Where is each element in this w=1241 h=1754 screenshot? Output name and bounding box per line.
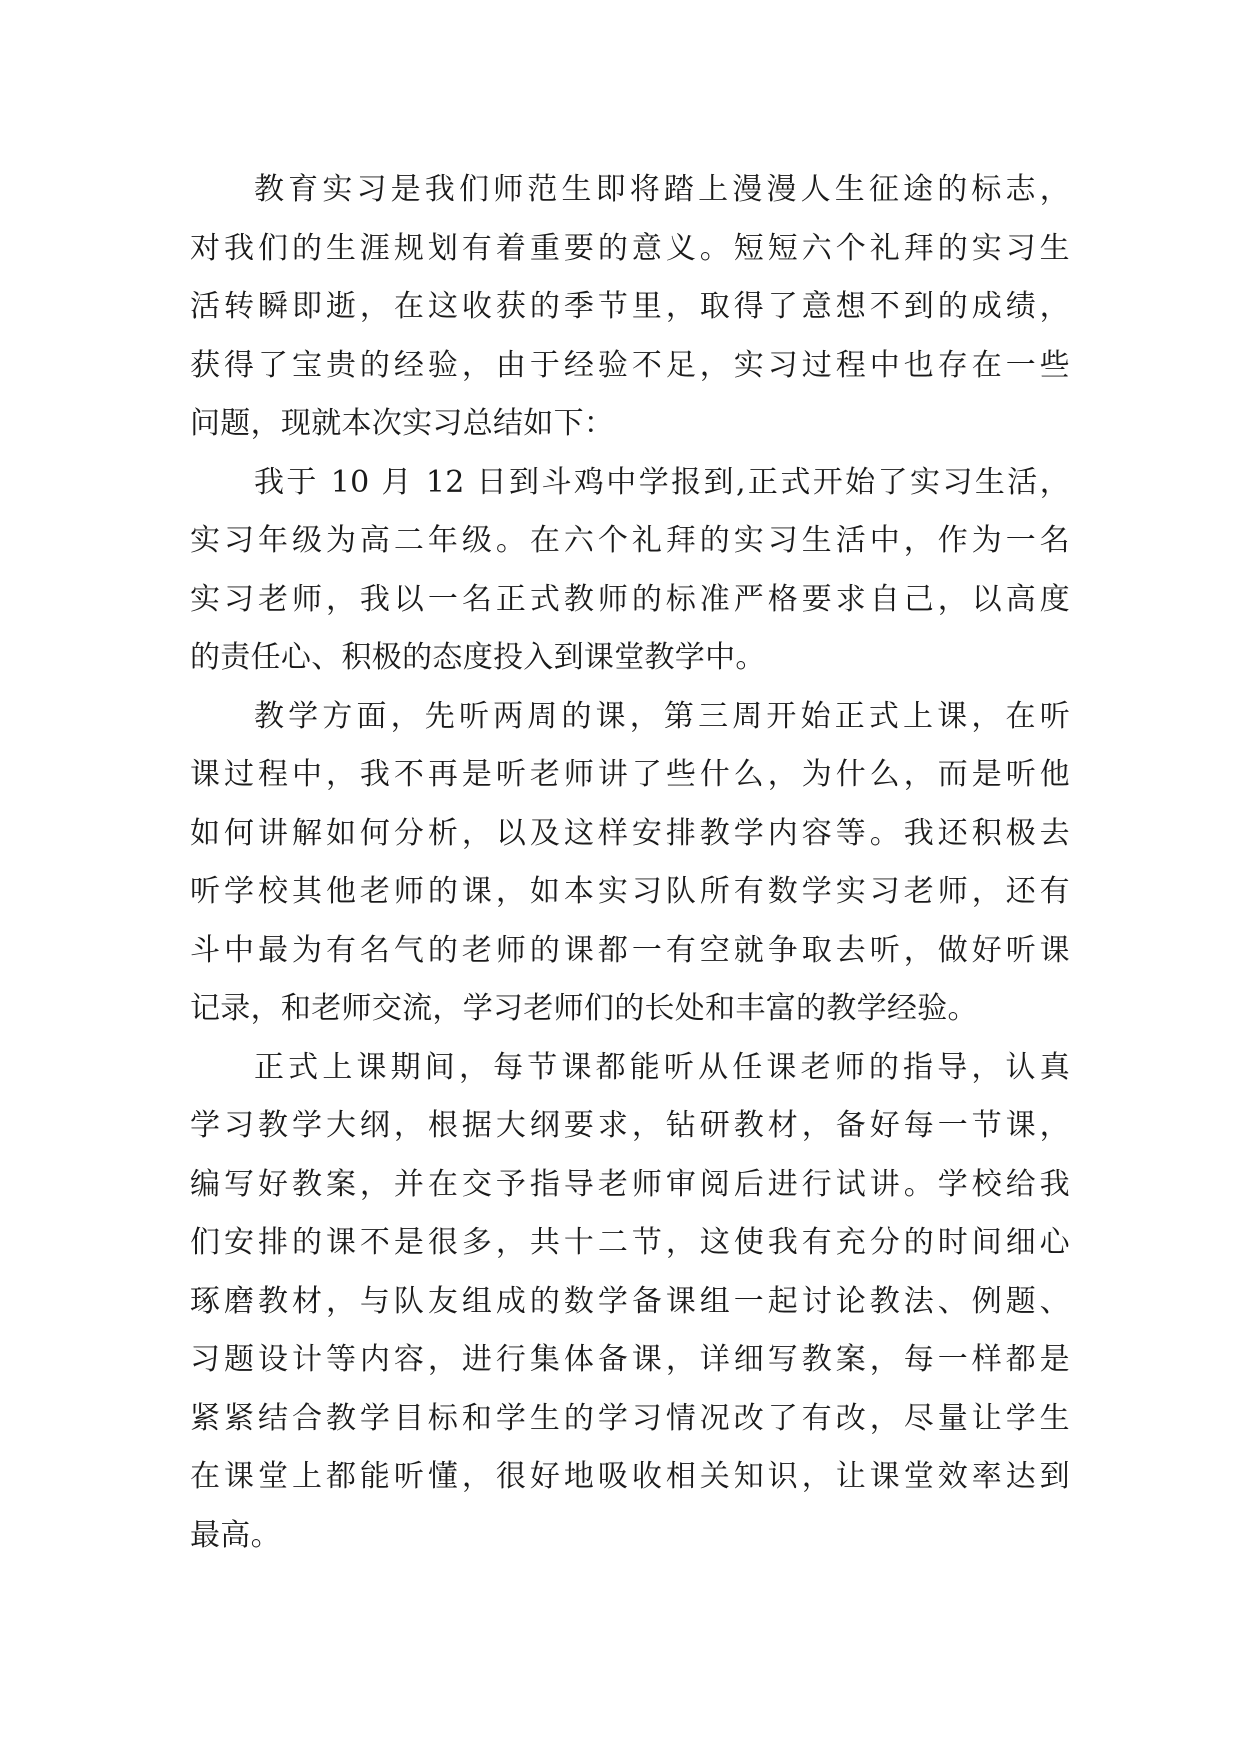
document-body: [190, 161, 1070, 1565]
text-line: 实习年级为高二年级。在六个礼拜的实习生活中，作为一名: [190, 523, 1070, 558]
text-line: 编写好教案，并在交予指导老师审阅后进行试讲。学校给我: [190, 1166, 1070, 1202]
paragraph-4: [190, 1039, 1070, 1566]
text-line: 在课堂上都能听懂，很好地吸收相关知识，让课堂效率达到: [190, 1459, 1070, 1494]
text-line: 的责任心、积极的态度投入到课堂教学中。: [190, 640, 766, 675]
text-line: 课过程中，我不再是听老师讲了些什么，为什么，而是听他: [190, 757, 1070, 792]
text-line: 琢磨教材，与队友组成的数学备课组一起讨论教法、例题、: [190, 1283, 1070, 1319]
text-line: 教育实习是我们师范生即将踏上漫漫人生征途的标志，: [254, 172, 1070, 207]
text-line: 紧紧结合教学目标和学生的学习情况改了有改，尽量让学生: [190, 1400, 1070, 1436]
text-line: 活转瞬即逝，在这收获的季节里，取得了意想不到的成绩，: [190, 289, 1070, 324]
text-line: 获得了宝贵的经验，由于经验不足，实习过程中也存在一些: [190, 347, 1070, 383]
text-line: 问题，现就本次实习总结如下：: [190, 406, 615, 441]
text-line: 们安排的课不是很多，共十二节，这使我有充分的时间细心: [190, 1225, 1070, 1260]
text-line: 斗中最为有名气的老师的课都一有空就争取去听，做好听课: [190, 932, 1070, 968]
paragraph-2: [190, 454, 1070, 688]
text-line: 正式上课期间，每节课都能听从任课老师的指导，认真: [254, 1049, 1070, 1085]
text-line: 学习教学大纲，根据大纲要求，钻研教材，备好每一节课，: [190, 1108, 1070, 1143]
paragraph-3: [190, 688, 1070, 1039]
text-line: 最高。: [190, 1517, 281, 1553]
text-line: 对我们的生涯规划有着重要的意义。短短六个礼拜的实习生: [190, 230, 1070, 266]
text-line: 记录，和老师交流，学习老师们的长处和丰富的教学经验。: [190, 991, 978, 1026]
text-line: 实习老师，我以一名正式教师的标准严格要求自己，以高度: [190, 581, 1070, 617]
text-line: 教学方面，先听两周的课，第三周开始正式上课，在听: [254, 698, 1070, 734]
text-line: 如何讲解如何分析，以及这样安排教学内容等。我还积极去: [190, 815, 1070, 851]
text-line: 听学校其他老师的课，如本实习队所有数学实习老师，还有: [190, 874, 1070, 909]
paragraph-1: [190, 161, 1070, 454]
text-line: 我于 10 月 12 日到斗鸡中学报到,正式开始了实习生活，: [254, 464, 1070, 500]
text-line: 习题设计等内容，进行集体备课，详细写教案，每一样都是: [190, 1342, 1070, 1377]
